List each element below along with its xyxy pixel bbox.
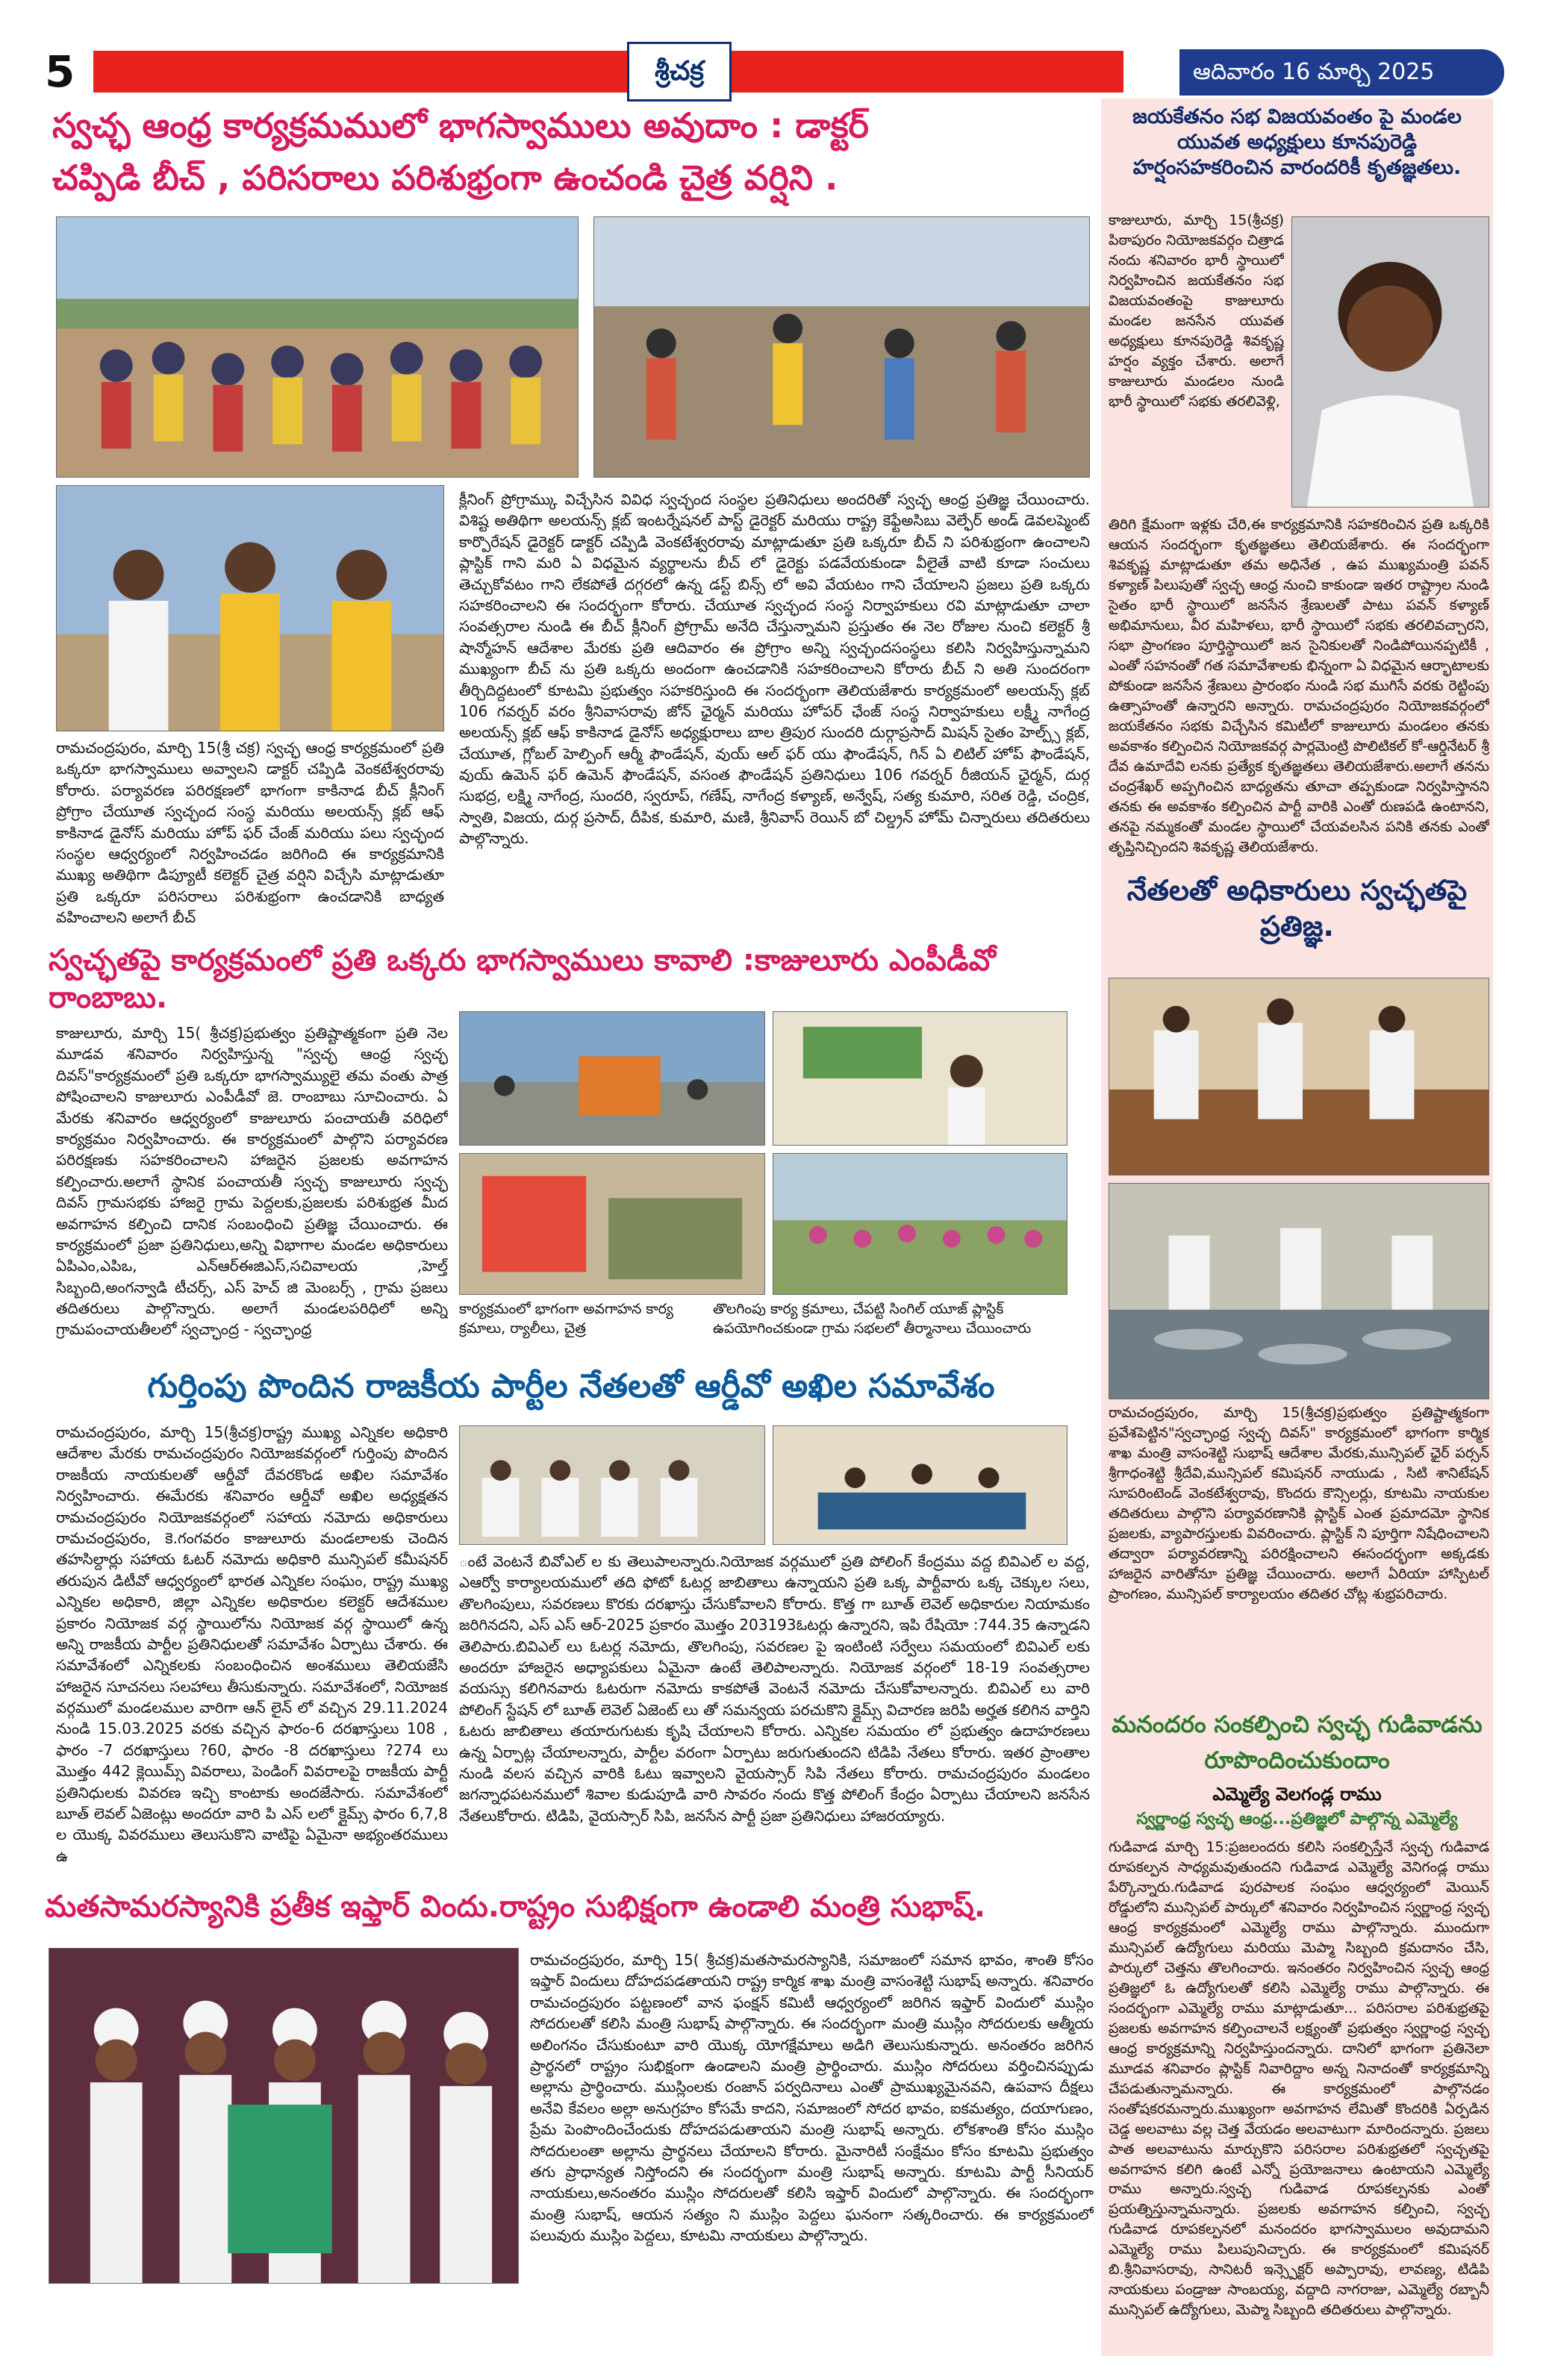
right2-headline: నేతలతో అధికారులు స్వచ్ఛతపై ప్రతిజ్ఞ. bbox=[1126, 874, 1468, 943]
awareness-banner-photo bbox=[459, 1153, 765, 1295]
sivakrishna-portrait bbox=[1291, 216, 1489, 507]
article2-caption-left: కార్యక్రమంలో భాగంగా అవగాహన కార్య క్రమాలు, ర్యాలీలు, చైత్ర bbox=[459, 1301, 673, 1337]
iftar-photo bbox=[49, 1948, 519, 2284]
right1-text-top: కాజులూరు, మార్చి 15(శ్రీచక్ర) పిఠాపురం నియోజకవర్గం చిత్రాడ నందు శనివారం భారీ స్థాయిలో నిర్వహించిన జయకేతనం సభ విజయవంతంపై కాజులూరు మండల జనసేన యువత అధ్యక్షులు కూనపురెడ్డి శివకృష్ణ హర్షం వ్యక్తం చేశారు. అలాగే కాజులూరు మండలం నుండి భారీ స్థాయిలో సభకు తరలివెళ్లి, bbox=[1109, 212, 1284, 410]
right3-subheading-2: స్వర్ణాంధ్ర స్వచ్ఛ ఆంధ్ర...ప్రతిజ్ఞలో పాల్గొన్న ఎమ్మెల్యే bbox=[1136, 1810, 1458, 1828]
beach-group-photo bbox=[56, 216, 579, 478]
right3-headline-line1: మనందరం సంకల్పించి స్వచ్ఛ గుడివాడను bbox=[1112, 1711, 1483, 1738]
right2-text: రామచంద్రపురం, మార్చి 15(శ్రీచక్ర)ప్రభుత్వం ప్రతిష్టాత్మకంగా ప్రవేశపెట్టిన"స్వచ్ఛాంధ్ర స్వచ్ఛ దివస్" కార్యక్రమంలో భాగంగా కార్మిక శాఖ మంత్రి వాసంశెట్టి సుభాష్ ఆదేశాల మేరకు,మున్సిపల్ ఛైర్ పర్సన్ శ్రీగాధంశెట్టి శ్రీదేవి,మున్సిపల్ కమిషనర్ నాయుడు , సిటి శానిటేషన్ సూపరింటెండ్ వెంకటేశ్వరావు, కొందరు కౌన్సిలర్లు, కూటమి నాయకుల తదితరులు పాల్గొని పర్యావరణానికి ప్లాస్టిక్ ఎంత ప్రమాదమో స్థానిక ప్రజలకు, వ్యాపారస్తులకు వివరించారు. ప్లాస్టిక్ ని పూర్తిగా నిషేధించాలని తద్వారా పర్యావరణాన్ని పరిరక్షించాలని ఈసందర్భంగా అక్కడకు హాజరైన వారితోనూ ప్రతిజ్ఞ చేయించారు. అలాగే ఏరియా హాస్పిటల్ ప్రాంగణం, మున్సిపల్ కార్యాలయం తదితర చోట్ల శుభ్రపరిచారు. bbox=[1109, 1405, 1489, 1602]
newspaper-logo: శ్రీచక్ర bbox=[627, 42, 732, 101]
officials-group-photo bbox=[56, 485, 444, 731]
article2-caption-right: తొలగింపు కార్య క్రమాలు, చేపట్టి సింగిల్ యూజ్ ప్లాస్టిక్ ఉపయోగించకుండా గ్రామ సభలలో తీర్మానాలు చేయించారు bbox=[713, 1301, 1032, 1337]
rdo-meeting-photo-2 bbox=[773, 1425, 1067, 1545]
beach-cleaning-photo bbox=[593, 216, 1090, 478]
rally-photo bbox=[459, 1011, 765, 1146]
right1-text-bottom: తిరిగి క్షేమంగా ఇళ్లకు చేరి,ఈ కార్యక్రమానికి సహకరించిన ప్రతి ఒక్కరికి ఆయన సందర్భంగా కృతజ్ఞతలు తెలియజేశారు. ఈ సందర్భంగా శివకృష్ణ మాట్లాడుతూ తమ అధినేత , ఉప ముఖ్యమంత్రి పవన్ కళ్యాణ్ పిలుపుతో స్వచ్ఛ ఆంధ్ర నుంచి కాకుండా ఇతర రాష్ట్రాల నుండి సైతం భారీ స్థాయిలో జనసేన శ్రేణులతో పాటు పవన్ కళ్యాణ్ అభిమానులు, వీర మహిళలు, భారీ స్థాయిలో సభకు తరలివచ్చారని, సభా ప్రాంగణం పూర్తిస్థాయిలో జన సైనికులతో నిండిపోయినప్పటికీ , ఎంతో సహనంతో గత సమావేశాలకు భిన్నంగా ఏ విధమైన ఆర్భాటాలకు పోకుండా జనసేన శ్రేణులు ప్రారంభం నుండి సభ ముగిసే వరకు రెట్టింపు ఉత్సాహంతో ఉన్నారని అన్నారు. రామచంద్రపురం నియోజకవర్గంలో జయకేతనం సభకు విచ్చేసిన కమిటీలో కాజులూరు మండలం తనకు అవకాశం కల్పించిన నియోజకవర్గ పార్లమెంట్రి పొలిటికల్ కో-ఆర్డినేటర్ శ్రీ దేవ ఉమాదేవి లనకు ప్రత్యేక కృతజ్ఞతలు తెలియజేశారు.అలాగే తనను చంద్రశేఖర్ అప్పగించిన బాధ్యతను తూచా తప్పకుండా నిర్వహిస్తానని తనకు ఈ అవకాశం కల్పించిన పార్టీ వారికి ఎంతో రుణపడి ఉంటానని, తనపై నమ్మకంతో మండల స్థాయిలో చేయవలసిన పనికి తనకు ఎంతో తృప్తినిచ్చిందని శివకృష్ణ తెలియజేశారు. bbox=[1109, 516, 1489, 855]
rdo-meeting-photo-1 bbox=[459, 1425, 765, 1545]
article3-text-right: ంటే వెంటనే బివోఎల్ ల కు తెలుపాలన్నారు.నియోజక వర్గములో ప్రతి పోలింగ్ కేంద్రము వద్ద బివిఎల్ ల వద్ద, ఎఆర్వో కార్యాలయములో తది ఫోటో ఓటర్ల జాబితాలు ఉన్నాయని ప్రతి ఒక్క పార్టీవారు ఒక్క చెక్కుల సలు, తొలగింపులు, సవరణలు కొరకు దరఖాస్తు చేసుకోవాలని కోరారు. కొత్త గా బూత్ లెవెల్ అధికారుల నియామకం జరిగినదని, ఎస్ ఎస్ ఆర్-2025 ప్రకారం మొత్తం 203193ఓటర్లు ఉన్నారని, ఇపి రేషియో :744.35 ఉన్నాడని తెలిపారు.బివిఎల్ లు ఓటర్ల నమోదు, తొలగింపు, సవరణల పై ఇంటింటి సర్వేలు సమయంలో బివిఎల్ లకు అందరూ హాజరైన అధ్యాపకులు ఏమైనా ఉంటే తెలిపాలన్నారు. నియోజక వర్గంలో 18-19 సంవత్సరాల వయస్సు కలిగినవారు ఓటరుగా నమోదు కాకపోతే వెంటనే నమోదు చేసుకోవాలన్నారు. బివిఎల్ లు వారి పోలింగ్ స్టేషన్ లో బూత్ లెవెల్ ఏజెంట్ లు తో సమన్వయ పరచుకొని క్లైమ్స్ విచారణ జరిపి అర్హత కలిగిన వార్తిని ఓటరు జాబితాలు తయారుగుటకు కృషి చేయాలని కోరారు. ఎన్నికల సమయం లో ప్రభుత్వం ఉదాహరణలు ఉన్న ఏర్పాట్ల చేయాలన్నారు, పార్టీల వరంగా ఏర్పాటు జరుగుతుందని టిడిపి నేతలు కోరారు. ఇతర ప్రాంతాల నుండి వలస వచ్చిన వారికి ఓటు ఇవ్వాలని వైయస్సార్ సిపి నేతలు కోరారు. రామచంద్రపురం మండలం జగన్నాధపటనములో శివాల కుడుపూడి వారి సావరం నందు కొత్త పోలింగ్ కేంద్రం ఏర్పాటు చేయాలని జనసేన నేతలుకోరారు. టిడిపి, వైయస్సార్ సిపి, జనసేన పార్టీ ప్రజా ప్రతినిధులు హాజరయ్యారు. bbox=[459, 1552, 1090, 1825]
issue-date: ఆదివారం 16 మార్చి 2025 bbox=[1179, 49, 1504, 96]
fish-market-photo bbox=[1109, 1183, 1489, 1399]
right3-headline-line2: రూపొందించుకుందాం bbox=[1204, 1747, 1390, 1774]
right3-subheading-1: ఎమ్మెల్యే వెలగండ్ల రాము bbox=[1212, 1784, 1382, 1805]
right3-text: గుడివాడ మార్చి 15:ప్రజలందరు కలిసి సంకల్పిస్తేనే స్వచ్ఛ గుడివాడ రూపకల్పన సాధ్యమవుతుందని గుడివాడ ఎమ్మెల్యే వెనిగండ్ల రాము పేర్కొన్నారు.గుడివాడ పురపాలక సంఘం ఆధ్వర్యంలో మెయిన్ రోడ్డులోని మున్సిపల్ పార్కులో శనివారం నిర్వహించిన స్వర్ణాంధ్ర స్వచ్ఛ ఆంధ్ర కార్యక్రమంలో ఎమ్మెల్యే రాము పాల్గొన్నారు. ముందుగా మున్సిపల్ ఉద్యోగులు మరియు మెప్మా సిబ్బంది క్రమదానం చేసి, పార్కులో చెత్తను తొలగించారు. ఇనంతరం నిర్వహించిన స్వచ్ఛ ఆంధ్ర ప్రతిజ్ఞలో ఓ ఉద్యోగులతో కలిసి ఎమ్మెల్యే రాము పాల్గొన్నారు. ఈ సందర్భంగా ఎమ్మెల్యే రాము మాట్లాడుతూ... పరిసరాల పరిశుభ్రతపై ప్రజలకు అవగాహన కల్పించాలనే లక్ష్యంతో ప్రభుత్వం స్వర్ణాంధ్ర స్వచ్ఛ ఆంధ్ర కార్యక్రమాన్ని నిర్వహిస్తుందన్నారు. దానిలో భాగంగా ప్రతినెలా మూడవ శనివారం ప్లాస్టిక్ నివారిద్దాం అన్న నినాదంతో కార్యక్రమాన్ని చేపడుతున్నామన్నారు. ఈ కార్యక్రమంలో పాల్గొనడం సంతోషకరమన్నారు.ముఖ్యంగా అవగాహన లేమితో కొందరికి ఏర్పడిన చెడ్డ అలవాటు వల్ల చెత్త వేయడం అలవాటుగా మారిందన్నారు. ప్రజలు పాత అలవాటును మార్చుకొని పరిసరాల పరిశుభ్రతలో స్వచ్ఛతపై అవగాహన కలిగి ఉంటే ఎన్నో ప్రయోజనాలు ఉంటాయని ఎమ్మెల్యే రాము అన్నారు.స్వచ్ఛ గుడివాడ రూపకల్పనకు ఎంతో ప్రయత్నిస్తున్నామన్నారు. ప్రజలకు అవగాహన కల్పించి, స్వచ్ఛ గుడివాడ రూపకల్పనలో మనందరం భాగస్వాములం అవుదామని ఎమ్మెల్యే రాము పిలుపునిచ్చారు. ఈ కార్యక్రమంలో కమిషనర్ బి.శ్రీనివాసరావు, సానిటరీ ఇన్స్పెక్టర్ అప్పారావు, లావణ్య, టిడిపి నాయకులు పండ్రాజు సాంబయ్య, వద్దాది నాగరాజు, ఎమ్మెల్యే రబ్బానీ మున్సిపల్ ఉద్యోగులు, మెప్మా సిబ్బంది తదితరులు పాల్గొన్నారు. bbox=[1109, 1839, 1489, 2319]
right1-headline: జయకేతనం సభ విజయవంతం పై మండల యువత అధ్యక్షులు కూనపురెడ్డి హర్షంసహకరించిన వారందరికీ కృతజ్ఞతలు. bbox=[1132, 105, 1462, 179]
mpdo-speaking-photo bbox=[773, 1011, 1067, 1146]
article4-headline: మతసామరస్యానికి ప్రతీక ఇఫ్తార్ విందు.రాష్ట్రం సుభిక్షంగా ఉండాలి మంత్రి సుభాష్. bbox=[45, 1890, 986, 1924]
gram-sabha-photo bbox=[773, 1153, 1067, 1295]
article2-headline: స్వచ్ఛతపై కార్యక్రమంలో ప్రతి ఒక్కరు భాగస్వాములు కావాలి :కాజులూరు ఎంపీడీవో రాంబాబు. bbox=[49, 943, 996, 1015]
masthead-bar bbox=[93, 51, 1123, 93]
page-number: 5 bbox=[45, 46, 75, 97]
article4-text: రామచంద్రపురం, మార్చి 15( శ్రీచక్ర)మతసామరస్యానికి, సమాజంలో సమాన భావం, శాంతి కోసం ఇఫ్తార్ విందులు దోహదపడతాయని రాష్ట్ర కార్మిక శాఖ మంత్రి వాసంశెట్టి సుభాష్ అన్నారు. శనివారం రామచంద్రపురం పట్టణంలో వాన ఫంక్షన్ కమిటీ ఆధ్వర్యంలో జరిగిన ఇఫ్తార్ విందులో ముస్లిం సోదరులతో కలిసి మంత్రి సుభాష్ పాల్గొన్నారు. ఈ సందర్భంగా మంత్రి ముస్లిం సోదరులకు ఆత్మీయ అలింగనం చేసుకుంటూ వారి యొక్క యోగక్షేమాలు అడిగి తెలుసుకున్నారు. అనంతరం జరిగిన ప్రార్థనలో రాష్ట్రం సుభిక్షంగా ఉండాలని మంత్రి ప్రార్థించారు. ముస్లిం సోదరులు వర్తించినప్పుడు అల్లాను ప్రార్థించారు. ముస్లింలకు రంజాన్ పర్వదినాలు ఎంతో ప్రాముఖ్యమైనవని, ఉపవాస దీక్షలు అనేవి కేవలం అల్లా అనుగ్రహం కోసమే కాదని, సమాజంలో సోదర భావం, ఐకమత్యం, దయాగుణం, ప్రేమ పెంపొందించేందుకు దోహదపడుతాయని మంత్రి సుభాష్ అన్నారు. లోకశాంతి కోసం ముస్లిం సోదరులంతా అల్లాను ప్రార్థనలు చేయాలని కోరారు. మైనారిటీ సంక్షేమం కోసం కూటమి ప్రభుత్వం తగు ప్రాధాన్యత నిస్తోందని ఈ సందర్భంగా మంత్రి సుభాష్ అన్నారు. కూటమి పార్టీ సీనియర్ నాయకులు,అనంతరం ముస్లిం సోదరులతో కలిసి ఇఫ్తార్ విందులో పాల్గొన్నారు. ఈ సందర్భంగా మంత్రి సుభాష్, ఆయన సత్యం ని ముస్లిం పెద్దలు ఘనంగా సత్కరించారు. ఈ కార్యక్రమంలో పలువురు ముస్లిం పెద్దలు, కూటమి నాయకులు పాల్గొన్నారు. bbox=[530, 1951, 1094, 2245]
article1-text-right: క్లీనింగ్ ప్రోగ్రామ్కు విచ్చేసిన వివిధ స్వచ్ఛంద సంస్థల ప్రతినిధులు అందరితో స్వచ్ఛ ఆంధ్ర ప్రతిజ్ఞ చేయించారు. విశిష్ట అతిథిగా అలయన్స్ క్లబ్ ఇంటర్నేషనల్ పాస్ట్ డైరెక్టర్ మరియు రాష్ట్ర కెఫ్టేఅసిబు వెల్ఫేర్ అండ్ డెవలప్మెంట్ కార్పొరేషన్ డైరెక్టర్ డాక్టర్ చప్పిడి వెంకటేశ్వరరావు మాట్లాడుతూ ప్రతి ఒక్కరూ బీచ్ ని పరిశుభ్రంగా ఉంచాలని ప్లాస్టిక్ గాని మరి ఏ విధమైన వ్యర్థాలను బీచ్ లో డైరెక్టు పడవేయకుండా వీలైతే వాటి కూడా సంచులు తెచ్చుకోవటం గాని లేకపోతే దగ్గరలో ఉన్న డస్ట్ బిన్స్ లో అవి వేయటం గాని చేయాలని ప్రజలు ప్రతి ఒక్కరు సహకరించాలని ఈ సందర్భంగా కోరారు. చేయూత స్వచ్ఛంద సంస్థ నిర్వాహకులు రవి మాట్లాడుతూ చాలా సంవత్సరాల నుండి ఈ బీచ్ క్లీనింగ్ ప్రోగ్రామ్ అనేది చేస్తున్నామని ప్రస్తుతం ఈ నెల రోజుల నుంచి కలెక్టర్ శ్రీ షాన్మోహన్ ఆదేశాల మేరకు ప్రతి ఆదివారం ఈ ప్రోగ్రాం అన్ని స్వచ్ఛందసంస్థలు కలిసి నిర్వహిస్తున్నామని ముఖ్యంగా బీచ్ ను ప్రతి ఒక్కరు అందంగా ఉంచడానికి సహకరించాలని కోరారు బీచ్ ని అతి సుందరంగా తీర్చిదిద్దటంలో కూటమి ప్రభుత్వం సహకరిస్తుంది ఈ సందర్భంగా తెలియజేశారు కార్యక్రమంలో అలయన్స్ క్లబ్ 106 గవర్నర్ వరం శ్రీనివాసరావు జోన్ ఛైర్మన్ మరియు హోపర్ ఛేంజ్ సంస్థ నిర్వాహకులు లక్ష్మీ నాగేంద్ర అలయన్స్ క్లబ్ ఆఫ్ కాకినాడ డైనోస్ అధ్యక్షురాలు బాల త్రిపుర సుందరి దుర్గాప్రసాద్ మిషన్ సైతం హెల్ప్స్ క్లబ్, చేయూత, గ్లోబల్ హెల్పింగ్ ఆర్మీ ఫౌండేషన్, వుయ్ ఆల్ ఫర్ యు ఫౌండేషన్, గిన్ ఏ లిటిల్ హోప్ ఫౌండేషన్, వుయ్ ఉమెన్ ఫర్ ఉమెన్ ఫౌండేషన్, వసంత ఫౌండేషన్ ప్రతినిధులు 106 గవర్నర్ రీజియన్ ఛైర్మన్, దుర్గ సుభద్ర, లక్ష్మి నాగేంద్ర, సుందరి, స్వరూప్, గణేష్, నాగేంద్ర కళ్యాణ్, అన్వేష్, సత్య కుమారి, సరిత రెడ్డి, చంద్రిక, స్వాతి, విజయ, దుర్గ ప్రసాద్, దీపిక, కుమారి, మణి, శ్రీనివాస్ రెయిన్ బో చిల్డ్రన్ హోమ్ చిన్నారులు తదితరులు పాల్గొన్నారు. bbox=[459, 490, 1090, 848]
article3-headline: గుర్తింపు పొందిన రాజకీయ పార్టీల నేతలతో ఆర్డీవో అఖిల సమావేశం bbox=[147, 1367, 995, 1405]
market-pledge-photo bbox=[1109, 978, 1489, 1175]
article1-text-left: రామచంద్రపురం, మార్చి 15(శ్రీ చక్ర) స్వచ్ఛ ఆంధ్ర కార్యక్రమంలో ప్రతి ఒక్కరూ భాగస్వాములు అవ్వాలని డాక్టర్ చప్పిడి వెంకటేశ్వరరావు కోరారు. పర్యావరణ పరిరక్షణలో భాగంగా కాకినాడ బీచ్ క్లీనింగ్ ప్రోగ్రాం చేయూత స్వచ్ఛంద సంస్థ మరియు అలయన్స్ క్లబ్ ఆఫ్ కాకినాడ డైనోస్ మరియు హోప్ ఫర్ చేంజ్ మరియు పలు స్వచ్ఛంద సంస్థల ఆధ్వర్యంలో నిర్వహించడం జరిగింది ఈ కార్యక్రమానికి ముఖ్య అతిథిగా డిప్యూటీ కలెక్టర్ చైత్ర వర్షిని విచ్చేసి మాట్లాడుతూ ప్రతి ఒక్కరూ పరిసరాలు పరిశుభ్రంగా ఉంచడానికి బాధ్యత వహించాలని అలాగే బీచ్ bbox=[56, 739, 444, 927]
article1-headline-line2: చప్పిడి బీచ్ , పరిసరాలు పరిశుభ్రంగా ఉంచండి చైత్ర వర్షిని . bbox=[52, 157, 838, 198]
article2-text: కాజులూరు, మార్చి 15( శ్రీచక్ర)ప్రభుత్వం ప్రతిష్టాత్మకంగా ప్రతి నెల మూడవ శనివారం నిర్వహిస్తున్న "స్వచ్ఛ ఆంధ్ర స్వచ్ఛ దివస్"కార్యక్రమంలో ప్రతి ఒక్కరూ భాగస్వామ్యులై తమ వంతు పాత్ర పోషించాలని కాజులూరు ఎంపీడీవో జె. రాంబాబు సూచించారు. ఏ మేరకు శనివారం ఆధ్వర్యంలో కాజులూరు పంచాయతీ వరిధిలో కార్యక్రమం నిర్వహించారు. ఈ కార్యక్రమంలో పాల్గొని పర్యావరణ పరిరక్షణకు సహకరించాలని హాజరైన ప్రజలకు అవగాహన కల్పించారు.అలాగే స్థానిక పంచాయతీ స్వచ్ఛ కాజులూరు స్వచ్ఛ దివస్ గ్రామసభకు హాజరై గ్రామ పెద్దలకు,ప్రజలకు పరిశుభ్రత మీద అవగాహన కల్పించి దానిక సంబంధించి ప్రతిజ్ఞ చేయించారు. ఈ కార్యక్రమంలో ప్రజా ప్రతినిధులు,అన్ని విభాగాల మండల అధికారులు ఏపిఎం,ఎపిఒ, ఎన్ఆర్ఈజిఎస్,సచివాలయ ,హెల్త్ సిబ్బంది,అంగన్వాడి టీచర్స్, ఎస్ హెచ్ జి మెంబర్స్ , గ్రామ ప్రజలు తదితరులు పాల్గొన్నారు. అలాగే మండలపరిధిలో అన్ని గ్రామపంచాయతీలలో స్వచ్ఛాంద్ర - స్వచ్ఛాంధ్ర bbox=[56, 1024, 448, 1339]
article1-headline-line1: స్వచ్ఛ ఆంధ్ర కార్యక్రమములో భాగస్వాములు అవుదాం : డాక్టర్ bbox=[52, 105, 869, 146]
article3-text-left: రామచంద్రపురం, మార్చి 15(శ్రీచక్ర)రాష్ట్ర ముఖ్య ఎన్నికల అధికారి ఆదేశాల మేరకు రామచంద్రపురం నియోజకవర్గంలో గుర్తింపు పొందిన రాజకీయ నాయకులతో ఆర్డీవో దేవరకొండ అఖిల సమావేశం నిర్వహించారు. ఈమేరకు శనివారం ఆర్డీవో అఖిల అధ్యక్షతన రామచంద్రపురం నియోజకవర్గంలో సహాయ నమోదు అధికారులు రామచంద్రపురం, కె.గంగవరం కాజులూరు మండలాలకు చెందిన తహసిల్దార్లు సహాయ ఓటర్ నమోదు అధికారి మున్సిపల్ కమీషనర్ తరుపున డిటీవో ఆధ్వర్యంలో భారత ఎన్నికల సంఘం, రాష్ట్ర ముఖ్య ఎన్నికల అధికారి, జిల్లా ఎన్నికల అధికారుల కలెక్టర్ ఆదేశముల ప్రకారం నియోజక వర్గ స్థాయిలోను నియోజక వర్గ స్థాయిలో ఉన్న అన్ని రాజకీయ పార్టీల ప్రతినిధులతో సమావేశం ఏర్పాటు చేశారు. ఈ సమావేశంలో ఎన్నికలకు సంబంధించిన అంశములు తెలియజేసి హాజరైన సూచనలు సలహాలు తీసుకున్నారు. సమావేశంలో, నియోజక వర్గములో మండలముల వారిగా ఆన్ లైన్ లో వచ్చిన 29.11.2024 నుండి 15.03.2025 వరకు వచ్చిన ఫారం-6 దరఖాస్తులు 108 , ఫారం -7 దరఖాస్తులు ?60, ఫారం -8 దరఖాస్తులు ?274 లు మొత్తం 442 క్లెయిమ్స్ వివరాలు, పెండింగ్ వివరాలపై రాజకీయ పార్టీ ప్రతినిధులకు వివరణ ఇచ్చి కాంటాకు అందజేసారు. సమావేశంలో బూత్ లెవల్ ఏజెంట్లు అందరూ వారి పి ఎస్ లలో క్లైమ్స్ ఫారం 6,7,8 ల యొక్క వివరములు తెలుసుకొని వాటిపై ఏమైనా అభ్యంతరములు ఉ bbox=[56, 1423, 448, 1865]
